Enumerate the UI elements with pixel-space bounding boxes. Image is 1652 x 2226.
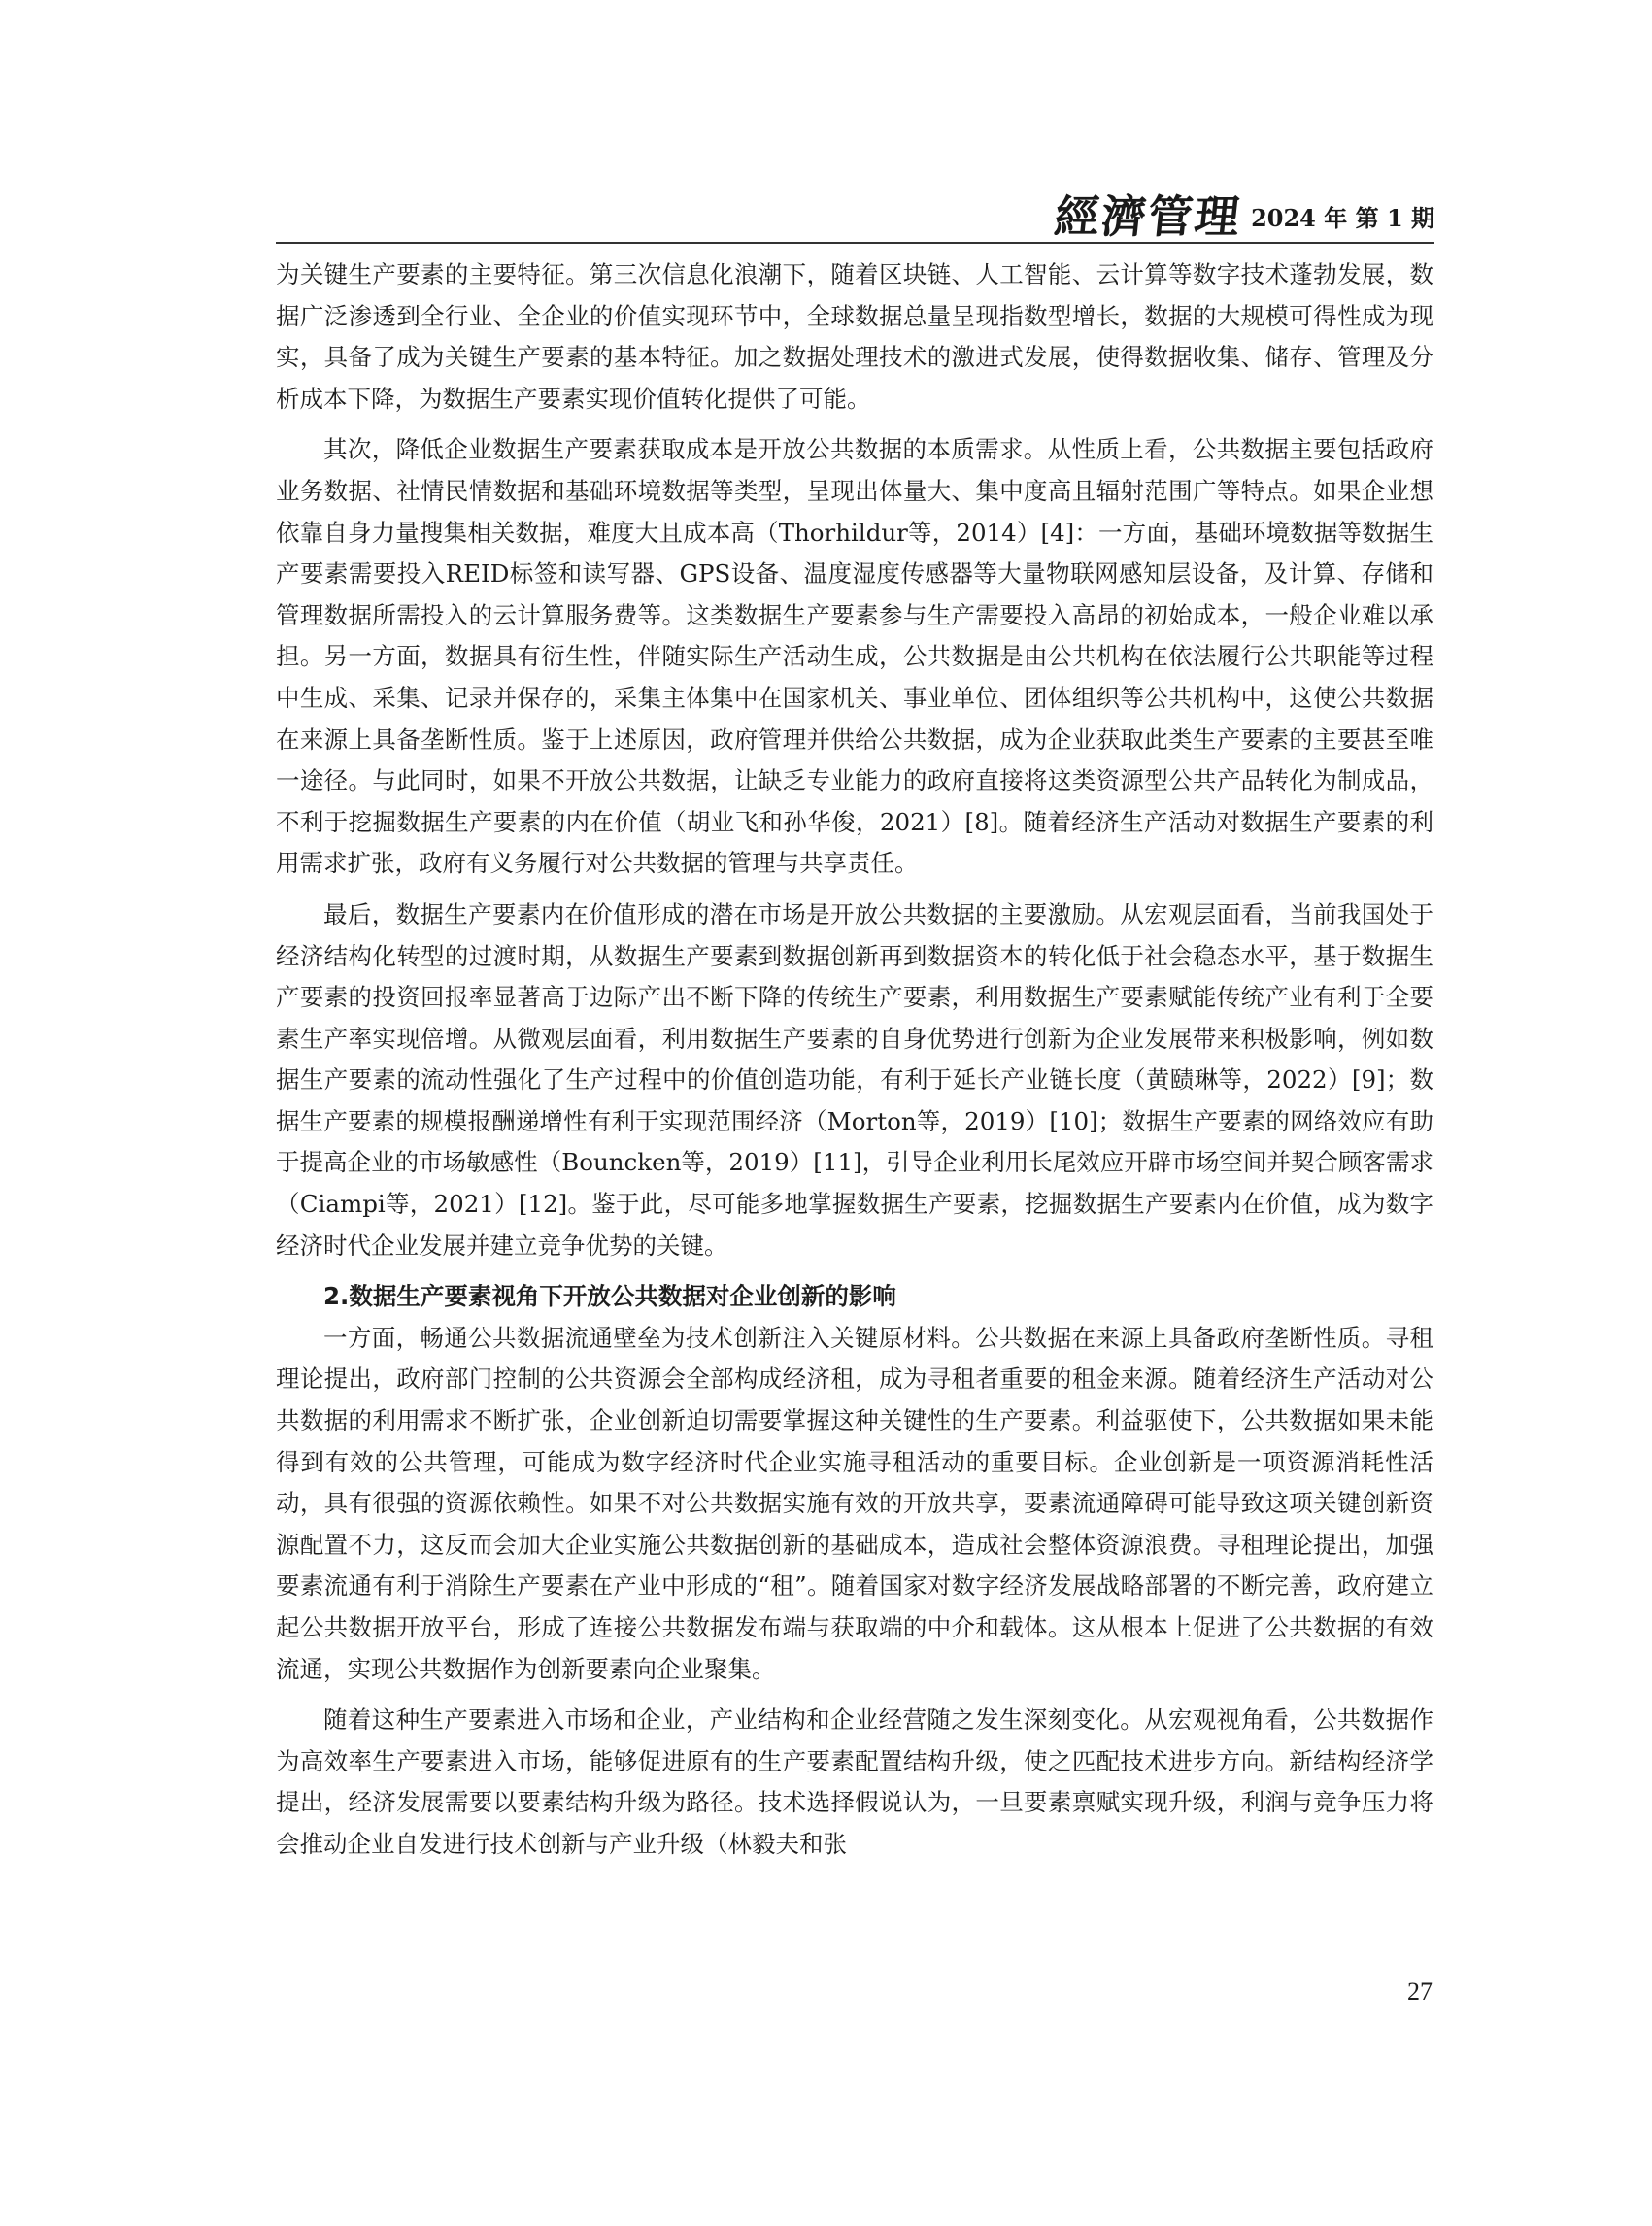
section-heading: 2.数据生产要素视角下开放公共数据对企业创新的影响	[323, 1282, 896, 1311]
journal-name: 經濟管理	[1052, 190, 1244, 243]
paragraph-3: 最后，数据生产要素内在价值形成的潜在市场是开放公共数据的主要激励。从宏观层面看，当前我国处于经济结构化转型的过渡时期，从数据生产要素到数据创新再到数据资本的转化低于社会稳态水平，基于数据生产要素的投资回报率显著高于边际产出不断下降的传统生产要素，利用数据生产要素赋能传统产业有利于全要素生产率实现倍增。从微观层面看，利用数据生产要素的自身优势进行创新为企业发展带来积极影响，例如数据生产要素的流动性强化了生产过程中的价值创造功能，有利于延长产业链长度（黄赜琳等，2022）[9]；数据生产要素的规模报酬递增性有利于实现范围经济（Morton等，2019）[10]；数据生产要素的网络效应有助于提高企业的市场敏感性（Bouncken等，2019）[11]，引导企业利用长尾效应开辟市场空间并契合顾客需求（Ciampi等，2021）[12]。鉴于此，尽可能多地掌握数据生产要素，挖掘数据生产要素内在价值，成为数字经济时代企业发展并建立竞争优势的关键。	[276, 899, 1433, 1260]
article-body	[276, 254, 1433, 1866]
paragraph-4: 一方面，畅通公共数据流通壁垒为技术创新注入关键原材料。公共数据在来源上具备政府垄断性质。寻租理论提出，政府部门控制的公共资源会全部构成经济租，成为寻租者重要的租金来源。随着经济生产活动对公共数据的利用需求不断扩张，企业创新迫切需要掌握这种关键性的生产要素。利益驱使下，公共数据如果未能得到有效的公共管理，可能成为数字经济时代企业实施寻租活动的重要目标。企业创新是一项资源消耗性活动，具有很强的资源依赖性。如果不对公共数据实施有效的开放共享，要素流通障碍可能导致这项关键创新资源配置不力，这反而会加大企业实施公共数据创新的基础成本，造成社会整体资源浪费。寻租理论提出，加强要素流通有利于消除生产要素在产业中形成的“租”。随着国家对数字经济发展战略部署的不断完善，政府建立起公共数据开放平台，形成了连接公共数据发布端与获取端的中介和载体。这从根本上促进了公共数据的有效流通，实现公共数据作为创新要素向企业聚集。	[276, 1323, 1433, 1683]
header-rule	[276, 242, 1434, 244]
page-number: 27	[1407, 1977, 1433, 2006]
issue-info: 2024 年 第 1 期	[1251, 204, 1434, 233]
paragraph-1: 为关键生产要素的主要特征。第三次信息化浪潮下，随着区块链、人工智能、云计算等数字技术蓬勃发展，数据广泛渗透到全行业、全企业的价值实现环节中，全球数据总量呈现指数型增长，数据的大规模可得性成为现实，具备了成为关键生产要素的基本特征。加之数据处理技术的激进式发展，使得数据收集、储存、管理及分析成本下降，为数据生产要素实现价值转化提供了可能。	[276, 260, 1433, 413]
running-head	[1052, 181, 1434, 243]
paragraph-5: 随着这种生产要素进入市场和企业，产业结构和企业经营随之发生深刻变化。从宏观视角看，公共数据作为高效率生产要素进入市场，能够促进原有的生产要素配置结构升级，使之匹配技术进步方向。新结构经济学提出，经济发展需要以要素结构升级为路径。技术选择假说认为，一旦要素禀赋实现升级，利润与竞争压力将会推动企业自发进行技术创新与产业升级（林毅夫和张	[276, 1705, 1433, 1858]
paragraph-2: 其次，降低企业数据生产要素获取成本是开放公共数据的本质需求。从性质上看，公共数据主要包括政府业务数据、社情民情数据和基础环境数据等类型，呈现出体量大、集中度高且辐射范围广等特点。如果企业想依靠自身力量搜集相关数据，难度大且成本高（Thorhildur等，2014）[4]：一方面，基础环境数据等数据生产要素需要投入REID标签和读写器、GPS设备、温度湿度传感器等大量物联网感知层设备，及计算、存储和管理数据所需投入的云计算服务费等。这类数据生产要素参与生产需要投入高昂的初始成本，一般企业难以承担。另一方面，数据具有衍生性，伴随实际生产活动生成，公共数据是由公共机构在依法履行公共职能等过程中生成、采集、记录并保存的，采集主体集中在国家机关、事业单位、团体组织等公共机构中，这使公共数据在来源上具备垄断性质。鉴于上述原因，政府管理并供给公共数据，成为企业获取此类生产要素的主要甚至唯一途径。与此同时，如果不开放公共数据，让缺乏专业能力的政府直接将这类资源型公共产品转化为制成品，不利于挖掘数据生产要素的内在价值（胡业飞和孙华俊，2021）[8]。随着经济生产活动对数据生产要素的利用需求扩张，政府有义务履行对公共数据的管理与共享责任。	[276, 435, 1433, 878]
